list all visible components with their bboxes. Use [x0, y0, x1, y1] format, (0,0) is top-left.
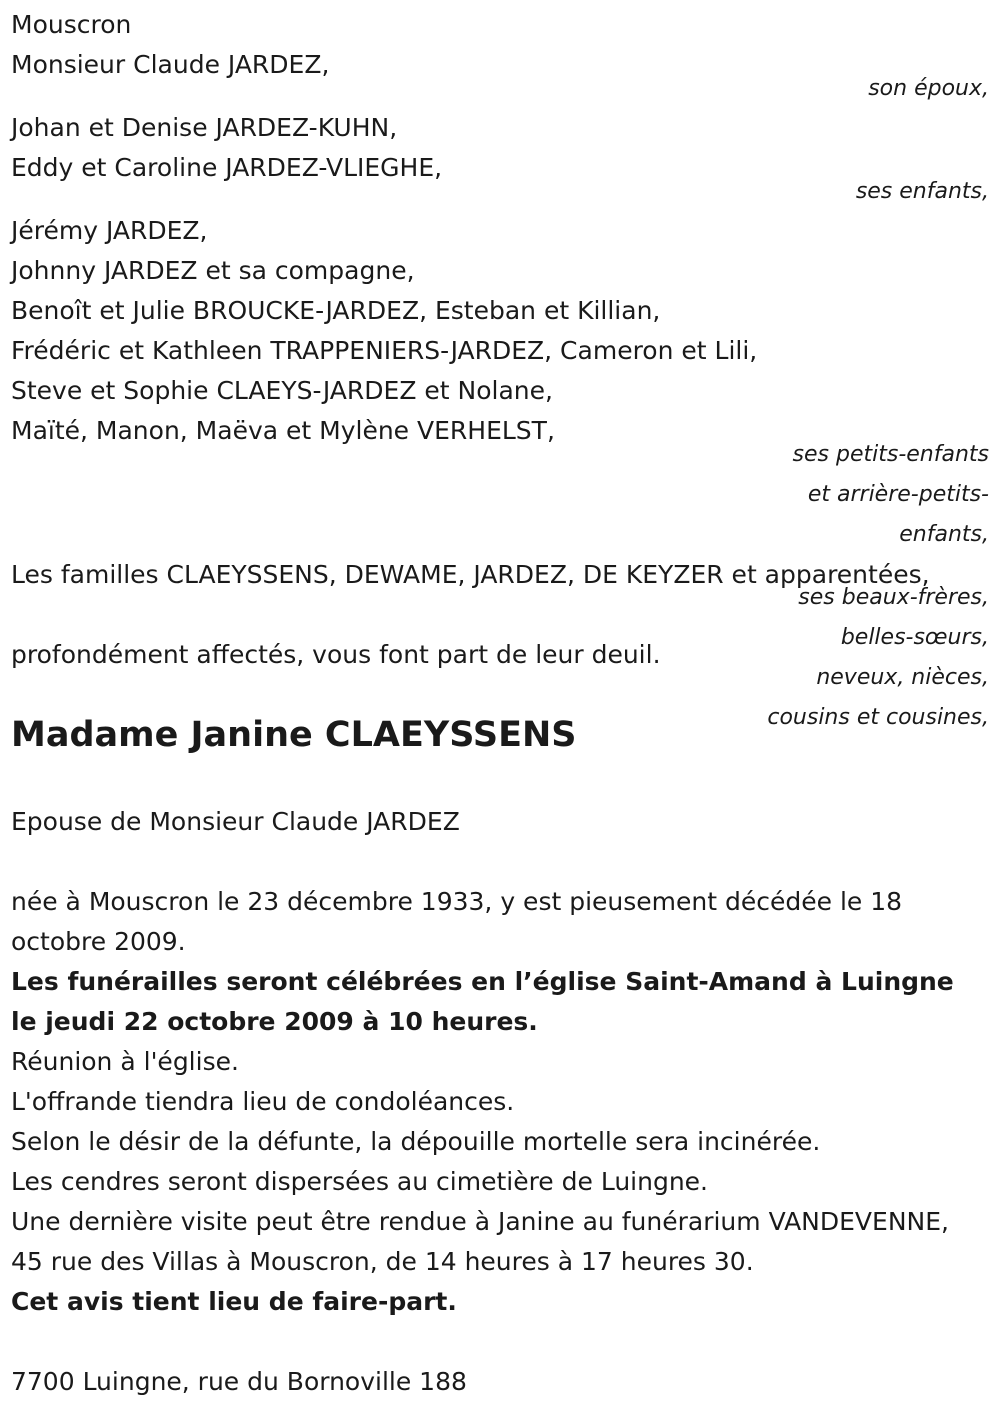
families-role: ses beaux-frères,	[798, 585, 989, 610]
birth-death-text: née à Mouscron le 23 décembre 1933, y est pieusement décédée le 18 octobre 2009.	[11, 887, 903, 956]
meeting-text: Réunion à l'église.	[11, 1047, 239, 1076]
child-name: Johan et Denise JARDEZ-KUHN,	[11, 113, 398, 142]
deceased-name: Madame Janine CLAEYSSENS	[11, 715, 577, 755]
grandchild-name: Jérémy JARDEZ,	[11, 216, 208, 245]
spouse-name: Monsieur Claude JARDEZ,	[11, 50, 330, 79]
address-text: 7700 Luingne, rue du Bornoville 188	[11, 1367, 467, 1396]
visit-text: Une dernière visite peut être rendue à Janine au funérarium VANDEVENNE, 45 rue des Villas à Mouscron, de 14 heures à 17 heures 30.	[11, 1207, 949, 1276]
grandchildren-role: enfants,	[899, 522, 989, 547]
grandchild-name: Benoît et Julie BROUCKE-JARDEZ, Esteban et Killian,	[11, 296, 661, 325]
grandchildren-role: ses petits-enfants	[792, 442, 989, 467]
families-role: cousins et cousines,	[767, 705, 989, 730]
offering-text: L'offrande tiendra lieu de condoléances.	[11, 1087, 515, 1116]
grandchild-name: Frédéric et Kathleen TRAPPENIERS-JARDEZ, Cameron et Lili,	[11, 336, 758, 365]
grandchild-name: Steve et Sophie CLAEYS-JARDEZ et Nolane,	[11, 376, 553, 405]
ashes-text: Les cendres seront dispersées au cimetière de Luingne.	[11, 1167, 708, 1196]
grandchild-name: Maïté, Manon, Maëva et Mylène VERHELST,	[11, 416, 555, 445]
cremation-text: Selon le désir de la défunte, la dépouille mortelle sera incinérée.	[11, 1127, 821, 1156]
spouse-of-line: Epouse de Monsieur Claude JARDEZ	[11, 807, 460, 836]
families-role: belles-sœurs,	[840, 625, 989, 650]
grandchild-name: Johnny JARDEZ et sa compagne,	[11, 256, 415, 285]
grandchildren-role: et arrière-petits-	[807, 482, 989, 507]
child-name: Eddy et Caroline JARDEZ-VLIEGHE,	[11, 153, 443, 182]
children-role: ses enfants,	[855, 179, 989, 204]
families-role: neveux, nièces,	[816, 665, 989, 690]
city-heading: Mouscron	[11, 10, 132, 39]
funeral-text: Les funérailles seront célébrées en l’église Saint-Amand à Luingne le jeudi 22 octobre 2009 à 10 heures.	[11, 967, 954, 1036]
notice-text: Cet avis tient lieu de faire-part.	[11, 1287, 457, 1316]
mourning-statement: profondément affectés, vous font part de leur deuil.	[11, 640, 661, 669]
spouse-role: son époux,	[868, 76, 989, 101]
families-line: Les familles CLAEYSSENS, DEWAME, JARDEZ, DE KEYZER et apparentées,	[11, 560, 930, 589]
